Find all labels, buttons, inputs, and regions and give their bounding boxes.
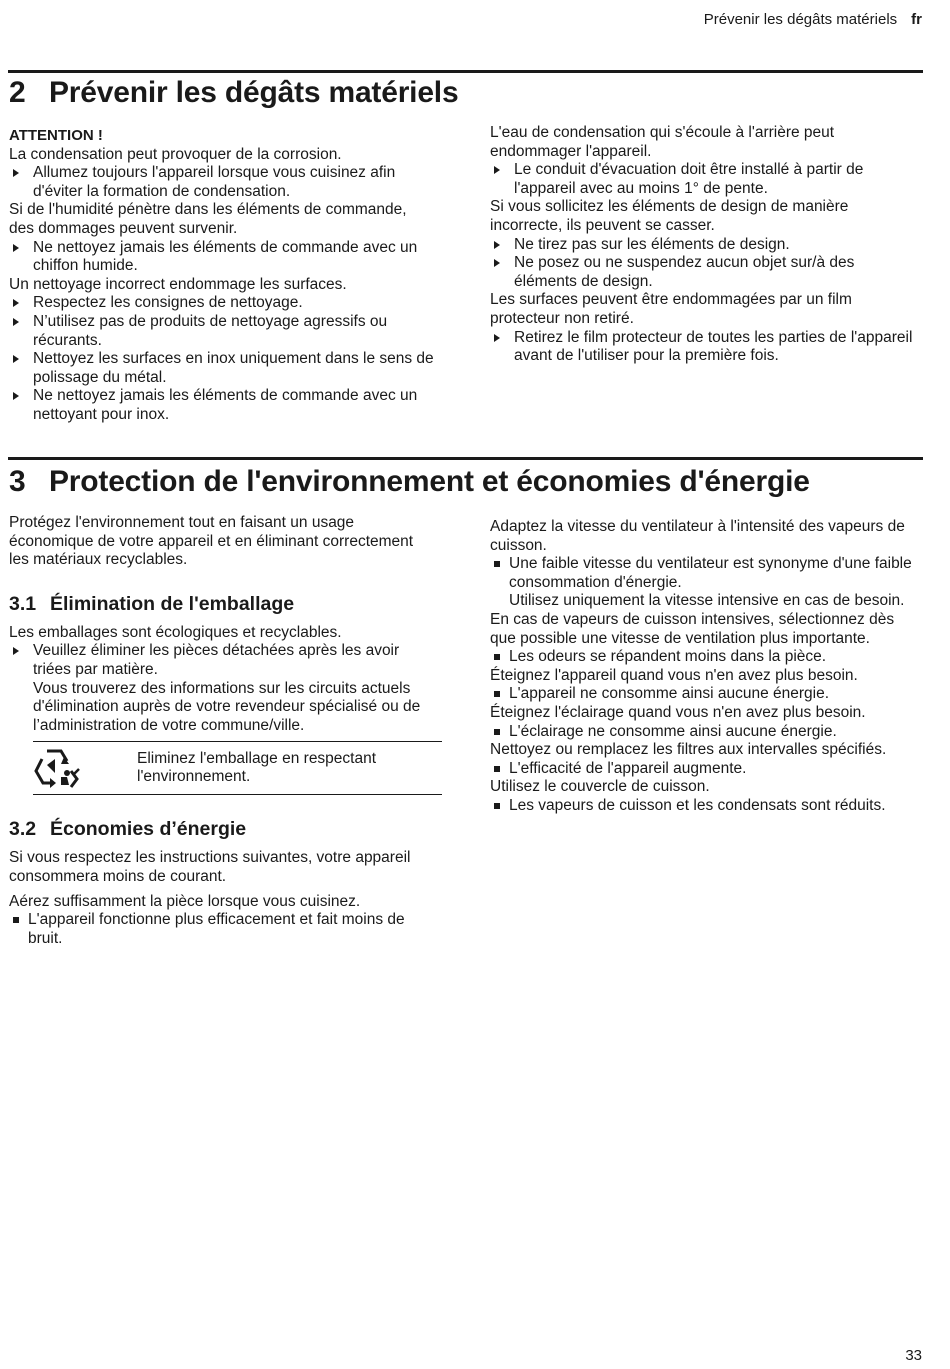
instruction-step: Ne nettoyez jamais les éléments de commande avec un chiffon humide. [9,239,434,276]
result-item: Une faible vitesse du ventilateur est synonyme d'une faible consommation d'énergie. [490,555,915,592]
disposal-note-text: Eliminez l'emballage en respectant l'environnement. [137,749,377,786]
section-3-number: 3 [9,465,26,498]
paragraph: Éteignez l'appareil quand vous n'en avez plus besoin. [490,666,858,684]
result-item: Les odeurs se répandent moins dans la pièce. [490,648,915,667]
step-detail: Vous trouverez des informations sur les circuits actuels d'élimination auprès de votre revendeur spécialisé ou de l’administration de votre commune/ville. [33,679,421,734]
subsection-number: 3.1 [9,592,37,615]
section-2-rule [8,70,923,73]
attention-label: ATTENTION ! [9,127,103,144]
instruction-step: Allumez toujours l'appareil lorsque vous cuisinez afin d'éviter la formation de condensation. [9,164,434,201]
instruction-step: N’utilisez pas de produits de nettoyage agressifs ou récurants. [9,313,434,350]
section-3-title-text: Protection de l'environnement et économies d'énergie [49,465,810,498]
disposal-note [33,741,442,795]
section-3-right-column [490,518,915,816]
instruction-step: Retirez le film protecteur de toutes les parties de l'appareil avant de l'utiliser pour la première fois. [490,329,915,366]
section-2-title [9,75,458,111]
paragraph: Éteignez l'éclairage quand vous n'en avez plus besoin. [490,703,866,721]
result-item: L'efficacité de l'appareil augmente. [490,760,915,779]
subsection-number: 3.2 [9,818,37,841]
section-3-title [9,464,810,500]
intro-paragraph: Protégez l'environnement tout en faisant un usage économique de votre appareil et en éliminant correctement les matériaux recyclables. [9,514,414,569]
subsection-title-text: Économies d’énergie [50,818,247,841]
result-item: L'éclairage ne consomme ainsi aucune énergie. [490,723,915,742]
section-2-left-column [9,127,434,425]
paragraph: L'eau de condensation qui s'écoule à l'arrière peut endommager l'appareil. [490,124,835,160]
paragraph: Si vous sollicitez les éléments de design de manière incorrecte, ils peuvent se casser. [490,198,849,234]
instruction-step: Ne posez ou ne suspendez aucun objet sur/à des éléments de design. [490,254,915,291]
instruction-step: Ne nettoyez jamais les éléments de commande avec un nettoyant pour inox. [9,387,434,424]
subsection-3-2-title [9,817,434,841]
language-code: fr [911,11,922,28]
paragraph: Les emballages sont écologiques et recyclables. [9,623,342,641]
section-3-rule [8,457,923,460]
result-item: L'appareil ne consomme ainsi aucune énergie. [490,685,915,704]
section-2-number: 2 [9,76,26,109]
subsection-3-1-title [9,592,434,616]
result-item: Les vapeurs de cuisson et les condensats sont réduits. [490,797,915,816]
subsection-title-text: Élimination de l'emballage [50,592,295,615]
running-title: Prévenir les dégâts matériels [703,11,898,28]
recycling-symbol-icon [33,745,137,791]
paragraph: La condensation peut provoquer de la corrosion. [9,145,342,163]
paragraph: En cas de vapeurs de cuisson intensives, sélectionnez dès que possible une vitesse de ventilation plus importante. [490,610,895,647]
page-number: 33 [905,1347,922,1364]
result-item: L'appareil fonctionne plus efficacement et fait moins de bruit. [9,911,434,948]
instruction-step: Veuillez éliminer les pièces détachées après les avoir triées par matière. [9,642,434,679]
paragraph: Si de l'humidité pénètre dans les éléments de commande, des dommages peuvent survenir. [9,201,407,237]
paragraph: Utilisez le couvercle de cuisson. [490,778,710,796]
paragraph: Nettoyez ou remplacez les filtres aux intervalles spécifiés. [490,741,887,759]
paragraph: Les surfaces peuvent être endommagées par un film protecteur non retiré. [490,291,852,327]
instruction-step: Respectez les consignes de nettoyage. [9,294,434,313]
instruction-step: Le conduit d'évacuation doit être installé à partir de l'appareil avec au moins 1° de pente. [490,161,915,198]
paragraph: Un nettoyage incorrect endommage les surfaces. [9,275,347,293]
section-3-left-column [9,514,434,948]
instruction-step: Ne tirez pas sur les éléments de design. [490,236,915,255]
running-header [704,11,922,30]
instruction-step: Nettoyez les surfaces en inox uniquement dans le sens de polissage du métal. [9,350,434,387]
result-detail: Utilisez uniquement la vitesse intensive en cas de besoin. [509,592,905,610]
paragraph: Adaptez la vitesse du ventilateur à l'intensité des vapeurs de cuisson. [490,518,905,554]
section-2-title-text: Prévenir les dégâts matériels [49,76,459,109]
section-2-right-column [490,124,915,366]
paragraph: Si vous respectez les instructions suivantes, votre appareil consommera moins de courant. [9,849,411,885]
paragraph: Aérez suffisamment la pièce lorsque vous cuisinez. [9,892,361,910]
